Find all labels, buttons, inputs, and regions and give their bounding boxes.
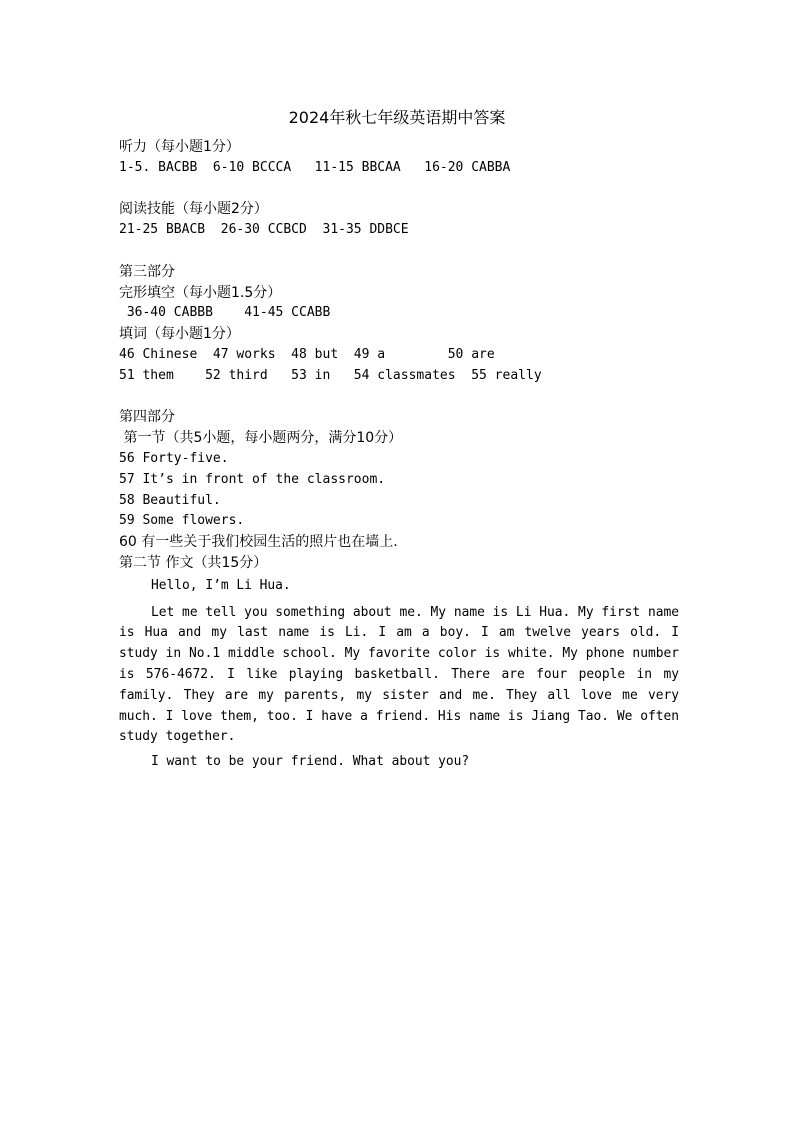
cloze-answers: 36-40 CABBB 41-45 CCABB <box>119 305 331 321</box>
spacer <box>119 179 679 200</box>
answer-59: 59 Some flowers. <box>119 513 245 529</box>
answer-58: 58 Beautiful. <box>119 492 221 508</box>
fill-answers-line-2: 51 them 52 third 53 in 54 classmates 55 really <box>119 367 542 383</box>
answer-content <box>119 137 679 777</box>
essay-greeting: Hello, I’m Li Hua. <box>151 577 291 593</box>
part4-heading: 第四部分 <box>119 409 175 426</box>
spacer <box>119 241 679 262</box>
essay-body: Let me tell you something about me. My name is Li Hua. My first name is Hua and my last name is Li. I am a boy. I am twelve years old. I study in No.1 middle school. My favorite color is white. My phone number is 576-4672. I like playing basketball. There are four people in my family. They are my parents, my sister and me. They all love me very much. I love them, too. I have a friend. His name is Jiang Tao. We often study together. <box>119 604 679 745</box>
answer-60: 60 有一些关于我们校园生活的照片也在墙上. <box>119 534 398 551</box>
cloze-heading: 完形填空（每小题1.5分） <box>119 284 282 301</box>
reading-heading: 阅读技能（每小题2分） <box>119 201 268 218</box>
answer-56: 56 Forty-five. <box>119 450 229 466</box>
reading-answers: 21-25 BBACB 26-30 CCBCD 31-35 DDBCE <box>119 222 409 238</box>
spacer <box>119 387 679 408</box>
page-title: 2024年秋七年级英语期中答案 <box>288 108 506 127</box>
answer-57: 57 It’s in front of the classroom. <box>119 471 386 487</box>
listening-heading: 听力（每小题1分） <box>119 139 240 155</box>
fill-answers-line-1: 46 Chinese 47 works 48 but 49 a 50 are <box>119 346 495 362</box>
model-essay <box>119 576 679 773</box>
essay-closing: I want to be your friend. What about you? <box>151 754 470 770</box>
fill-heading: 填词（每小题1分） <box>119 326 240 343</box>
section2-heading: 第二节 作文（共15分） <box>119 554 268 571</box>
section1-heading: 第一节（共5小题，每小题两分，满分10分） <box>119 430 403 447</box>
part3-heading: 第三部分 <box>119 263 175 280</box>
listening-answers: 1-5. BACBB 6-10 BCCCA 11-15 BBCAA 16-20 CABBA <box>119 159 511 175</box>
